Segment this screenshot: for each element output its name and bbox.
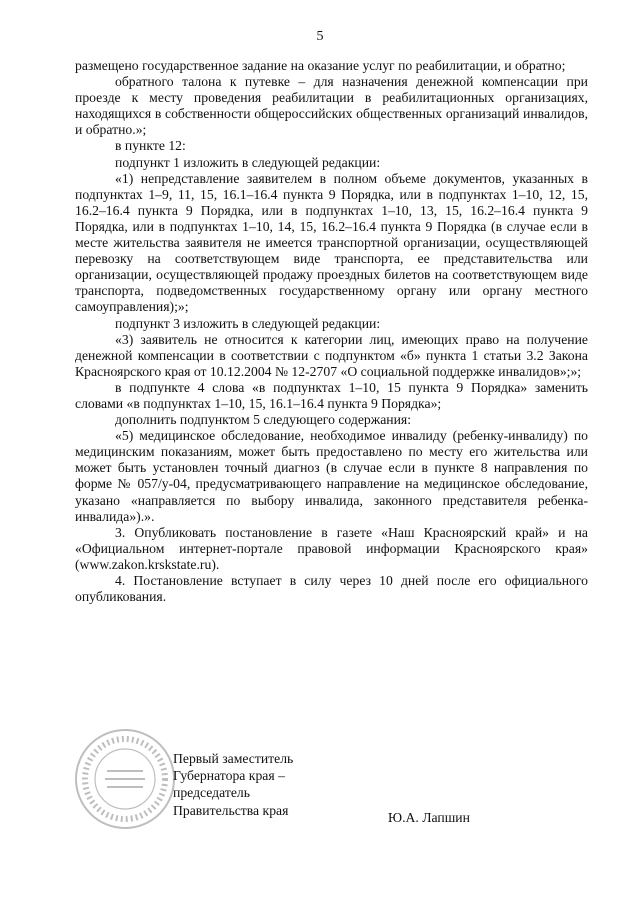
paragraph: в пункте 12: [115, 138, 186, 154]
paragraph: 3. Опубликовать постановление в газете «Наш Красноярский край» и на «Официальном интернет-портале правовой информации Красноярского края» (www.zakon.krskstate.ru). [75, 524, 588, 572]
paragraph: «3) заявитель не относится к категории лиц, имеющих право на получение денежной компенсации в соответствии с подпунктом «б» пункта 1 статьи 3.2 Закона Красноярского края от 10.12.2004 № 12-2707 «О социальной поддержке инвалидов»;»; [75, 331, 588, 379]
signatory-title-line: председатель [173, 785, 250, 801]
paragraph: размещено государственное задание на оказание услуг по реабилитации, и обратно; [75, 58, 566, 73]
paragraph: дополнить подпунктом 5 следующего содержания: [115, 412, 412, 428]
paragraph: подпункт 3 изложить в следующей редакции: [115, 315, 381, 331]
official-seal-icon [73, 727, 177, 831]
signatory-title-line: Губернатора края – [173, 768, 285, 784]
document-body [75, 58, 588, 605]
signatory-title-line: Первый заместитель [173, 751, 294, 766]
paragraph: подпункт 1 изложить в следующей редакции: [115, 154, 381, 170]
paragraph: обратного талона к путевке – для назначения денежной компенсации при проезде к месту проведения реабилитации в реабилитационных организациях, находящихся в собственности общероссийских общественных организаций инвалидов, и обратно.»; [75, 74, 588, 138]
page-number: 5 [316, 29, 324, 44]
signatory-title-line: Правительства края [173, 802, 289, 818]
signatory-name: Ю.А. Лапшин [388, 810, 470, 825]
paragraph: «5) медицинское обследование, необходимое инвалиду (ребенку-инвалиду) по медицинским показаниям, может быть предоставлено по месту его жительства или может быть установлен точный диагноз (в случае если в пункте 8 направления по форме № 057/у-04, предусматривающего направление на медицинское обследование, указано «направляется по выбору инвалида, законного представителя ребенка-инвалида»).». [75, 428, 588, 524]
paragraph: в подпункте 4 слова «в подпунктах 1–10, 15 пункта 9 Порядка» заменить словами «в подпунктах 1–10, 15, 16.1–16.4 пункта 9 Порядка»; [75, 379, 588, 411]
signatory-title [173, 750, 293, 819]
paragraph: 4. Постановление вступает в силу через 10 дней после его официального опубликования. [75, 573, 588, 605]
paragraph: «1) непредставление заявителем в полном объеме документов, указанных в подпунктах 1–9, 11, 15, 16.1–16.4 пункта 9 Порядка, или в подпунктах 1–10, 12, 15, 16.2–16.4 пункта 9 Порядка, или в подпунктах 1–10, 13, 15, 16.2–16.4 пункта 9 Порядка, или в подпунктах 1–10, 14, 15, 16.2–16.4 пункта 9 Порядка (в случае если в месте жительства заявителя не имеется транспортной организации, осуществляющей перевозку на соответствующем виде транспорта, ее представительства или организации, осуществляющей продажу проездных билетов на соответствующем виде транспорта, подведомственных государственному органу или органу местного самоуправления);»; [75, 170, 588, 315]
